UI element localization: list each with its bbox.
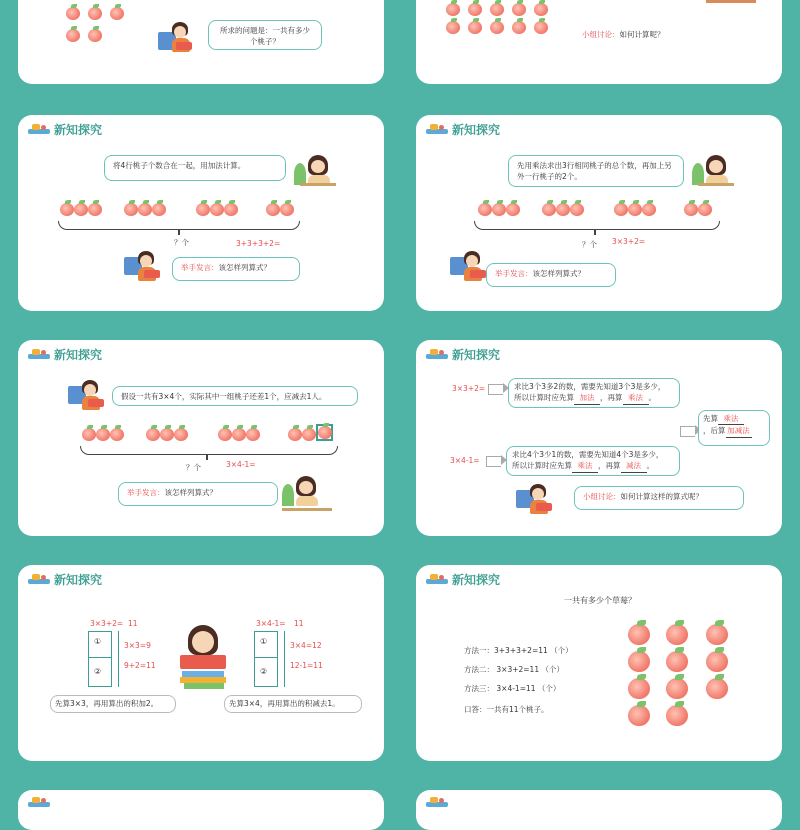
peach-icon [224, 203, 238, 216]
step-marker: ① [94, 637, 102, 646]
peach-icon [628, 203, 642, 216]
right-equation-answer: 11 [294, 619, 304, 628]
right-caption: 先算3×4，再用算出的积减去1。 [224, 695, 362, 713]
equation: 3×3+2= [612, 237, 646, 246]
raise-hand-prompt: 举手发言：该怎样列算式？ [172, 257, 300, 281]
peach-icon [468, 3, 482, 16]
method-2: 方法二： 3×3+2=11 （个） [464, 665, 564, 674]
peach-icon [446, 3, 460, 16]
right-equation: 3×4-1= [256, 619, 286, 628]
peach-icon [96, 428, 110, 441]
peach-icon [174, 428, 188, 441]
peach-icon [512, 3, 526, 16]
method-bubble: 将4行桃子个数合在一起，用加法计算。 [104, 155, 286, 181]
peach-icon [706, 651, 728, 672]
step-marker: ② [94, 667, 102, 676]
reading-boy-illustration [124, 251, 170, 283]
question-bubble: 所求的问题是：一共有多少个桃子？ [208, 20, 322, 50]
peach-icon [280, 203, 294, 216]
arrow-icon [680, 426, 695, 437]
grouping-brace [474, 221, 720, 230]
peach-icon [88, 29, 102, 42]
peach-icon [218, 428, 232, 441]
peach-icon [246, 428, 260, 441]
slide-bottom-right [416, 790, 782, 830]
section-header: 新知探究 [426, 346, 500, 363]
equation: 3+3+3+2= [236, 239, 281, 248]
peach-icon [706, 678, 728, 699]
step-marker: ② [260, 667, 268, 676]
peach-icon [110, 7, 124, 20]
unknown-count: ？个 [174, 238, 189, 247]
left-caption: 先算3×3，再用算出的积加2。 [50, 695, 176, 713]
section-header: 新知探究 [28, 346, 102, 363]
section-header: 新知探究 [28, 571, 102, 588]
books-icon [426, 573, 448, 587]
peach-icon [666, 705, 688, 726]
peach-icon [302, 428, 316, 441]
method-bubble: 先用乘法求出3行相同桃子的总个数，再加上另外一行桃子的2个。 [508, 155, 684, 187]
slide-bottom-left [18, 790, 384, 830]
peach-icon [232, 428, 246, 441]
slide-top-right [416, 0, 782, 84]
peach-icon [160, 428, 174, 441]
slide-multiplication-minus [18, 340, 384, 536]
books-icon [426, 348, 448, 362]
peach-icon [556, 203, 570, 216]
peach-icon [88, 203, 102, 216]
section-header: 新知探究 [28, 121, 102, 138]
arrow-icon [486, 456, 501, 467]
grouping-brace [80, 446, 338, 455]
method-1: 方法一：3+3+3+2=11 （个） [464, 646, 573, 655]
slide-addition [18, 115, 384, 311]
group-discussion-prompt: 小组讨论：如何计算呢？ [582, 30, 665, 39]
slide-order-of-operations [416, 340, 782, 536]
step-marker: ① [260, 637, 268, 646]
peach-icon [74, 203, 88, 216]
peach-icon [506, 203, 520, 216]
peach-icon [110, 428, 124, 441]
method-3: 方法三： 3×4-1=11 （个） [464, 684, 561, 693]
peach-icon [666, 678, 688, 699]
books-icon [426, 796, 448, 810]
slide-title: 一共有多少个草莓？ [564, 596, 636, 605]
unknown-count: ？个 [186, 463, 201, 472]
peach-icon [628, 651, 650, 672]
peach-icon [152, 203, 166, 216]
peach-icon [666, 651, 688, 672]
peach-icon [706, 624, 728, 645]
left-step-1: 3×3=9 [124, 641, 151, 650]
peach-icon [614, 203, 628, 216]
equation-1: 3×3+2= [452, 384, 486, 393]
summary-box: 先算 乘法 ，后算 加减法 [698, 410, 770, 446]
right-step-2: 12-1=11 [290, 661, 323, 670]
peach-icon [318, 426, 332, 439]
peach-icon [88, 7, 102, 20]
books-icon [28, 348, 50, 362]
peach-icon [698, 203, 712, 216]
section-header: 新知探究 [426, 121, 500, 138]
unknown-count: ？个 [582, 240, 597, 249]
peach-icon [124, 203, 138, 216]
peach-icon [196, 203, 210, 216]
peach-icon [146, 428, 160, 441]
peach-icon [512, 21, 526, 34]
group-discussion-prompt: 小组讨论：如何计算这样的算式呢？ [574, 486, 744, 510]
peach-icon [468, 21, 482, 34]
slide-step-diagrams [18, 565, 384, 761]
reading-boy-illustration [68, 380, 114, 412]
book-stack [706, 0, 756, 3]
peach-icon [60, 203, 74, 216]
peach-icon [490, 3, 504, 16]
peach-icon [666, 624, 688, 645]
section-header [28, 796, 50, 810]
girl-reading-illustration [692, 153, 736, 193]
peach-icon [534, 3, 548, 16]
peach-icon [534, 21, 548, 34]
peach-icon [288, 428, 302, 441]
peach-icon [628, 705, 650, 726]
peach-icon [542, 203, 556, 216]
raise-hand-prompt: 举手发言：该怎样列算式？ [118, 482, 278, 506]
arrow-icon [488, 384, 503, 395]
left-equation-answer: 11 [128, 619, 138, 628]
peach-icon [642, 203, 656, 216]
girl-reading-illustration [282, 474, 334, 514]
peach-icon [446, 21, 460, 34]
equation-2: 3×4-1= [450, 456, 480, 465]
slide-multiplication-plus [416, 115, 782, 311]
peach-icon [266, 203, 280, 216]
books-icon [28, 123, 50, 137]
reading-boy-illustration [158, 20, 203, 60]
peach-icon [628, 624, 650, 645]
girl-reading-illustration [294, 153, 338, 193]
peach-icon [210, 203, 224, 216]
peach-icon [138, 203, 152, 216]
books-icon [28, 573, 50, 587]
left-equation: 3×3+2= [90, 619, 124, 628]
equation: 3×4-1= [226, 460, 256, 469]
left-step-2: 9+2=11 [124, 661, 156, 670]
peach-icon [492, 203, 506, 216]
peach-icon [66, 29, 80, 42]
section-header [426, 796, 448, 810]
section-header: 新知探究 [426, 571, 500, 588]
books-icon [28, 796, 50, 810]
slide-methods-summary [416, 565, 782, 761]
peach-icon [570, 203, 584, 216]
peach-icon [66, 7, 80, 20]
raise-hand-prompt: 举手发言：该怎样列算式？ [486, 263, 616, 287]
explanation-2: 求比4个3少1的数，需要先知道4个3是多少， 所以计算时应先算 乘法 ，再算 减法 。 [506, 446, 680, 476]
peach-icon [478, 203, 492, 216]
peach-icon [82, 428, 96, 441]
oral-answer: 口答：一共有11个桃子。 [464, 705, 549, 714]
peach-icon [490, 21, 504, 34]
explanation-1: 求比3个3多2的数，需要先知道3个3是多少， 所以计算时应先算 加法 ，再算 乘法 。 [508, 378, 680, 408]
books-icon [426, 123, 448, 137]
girl-reading-illustration [178, 625, 228, 689]
peach-icon [628, 678, 650, 699]
reading-boy-illustration [516, 484, 562, 516]
slide-top-left [18, 0, 384, 84]
peach-icon [684, 203, 698, 216]
method-bubble: 假设一共有3×4个，实际其中一组桃子还差1个，应减去1人。 [112, 386, 358, 406]
right-step-1: 3×4=12 [290, 641, 322, 650]
